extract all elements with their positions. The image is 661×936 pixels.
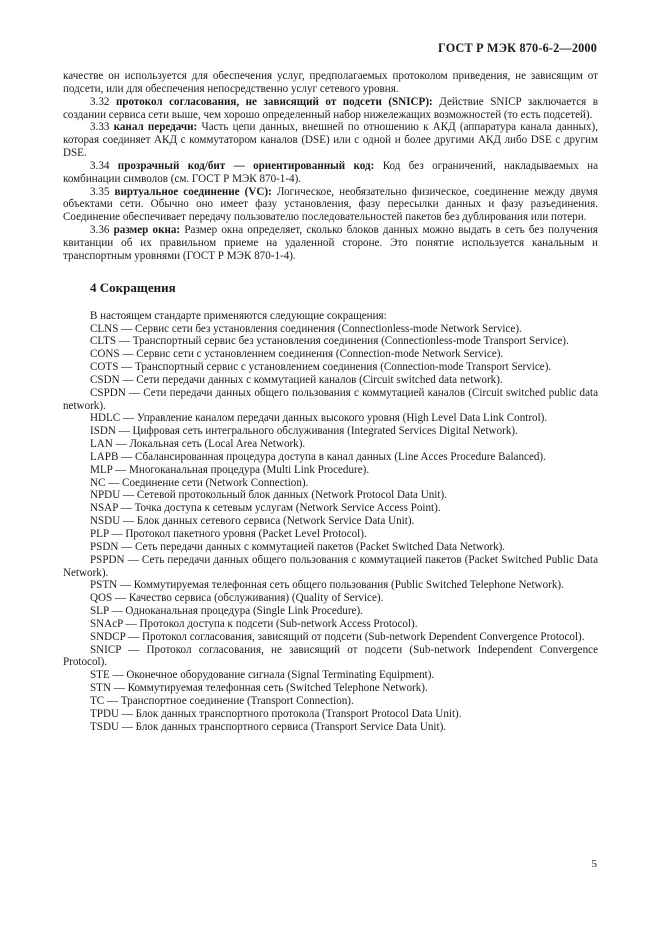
definition-text: Действие SNICP заключается в создании сервиса сети выше, чем хорошо определенный набор нижележащих возможностей (то есть подсетей).	[63, 95, 599, 121]
abbreviation-item: CONS — Сервис сети с установлением соединения (Connection-mode Network Service).	[90, 348, 504, 361]
definition-term: виртуальное соединение (VC):	[114, 185, 272, 198]
abbreviation-item: NPDU — Сетевой протокольный блок данных (Network Protocol Data Unit).	[90, 489, 447, 502]
abbreviation-item: TPDU — Блок данных транспортного протокола (Transport Protocol Data Unit).	[90, 707, 462, 720]
definition-term: канал передачи:	[113, 121, 198, 134]
abbreviation-item: NSDU — Блок данных сетевого сервиса (Network Service Data Unit).	[90, 515, 415, 528]
document-header: ГОСТ Р МЭК 870-6-2—2000	[438, 41, 597, 55]
abbreviation-item: PSDN — Сеть передачи данных с коммутацией пакетов (Packet Switched Data Network).	[90, 540, 506, 553]
abbreviation-item: STE — Оконечное оборудование сигнала (Signal Terminating Equipment).	[90, 669, 435, 682]
abbreviation-item: CLTS — Транспортный сервис без установления соединения (Connectionless-mode Transport Service).	[90, 335, 569, 348]
definition-3-34	[63, 160, 598, 186]
abbreviation-item: SLP — Одноканальная процедура (Single Link Procedure).	[90, 605, 363, 618]
definition-text: Часть цепи данных, внешней по отношению к АКД (аппаратура канала данных), которая соединяет АКД с коммутатором каналов (DSE) или с одной и более другими АКД либо DSE с другим DSE.	[63, 121, 599, 160]
abbreviation-item: PLP — Протокол пакетного уровня (Packet Level Protocol).	[90, 528, 367, 540]
definition-text: Размер окна определяет, сколько блоков данных можно выдать в сеть без получения квитанции об их правильном приеме на удаленной стороне. Это понятие используется канальным и транспортным уровнями (ГОСТ Р МЭК 870-1-4).	[63, 224, 598, 262]
abbreviation-item: QOS — Качество сервиса (обслуживания) (Quality of Service).	[90, 592, 384, 605]
abbreviation-item: SNDCP — Протокол согласования, зависящий от подсети (Sub-network Dependent Convergence Protocol).	[90, 630, 585, 643]
page-number: 5	[591, 858, 597, 870]
definition-term: протокол согласования, не зависящий от подсети (SNICP):	[115, 95, 433, 108]
definition-term: размер окна:	[113, 224, 181, 237]
definition-number: 3.34	[90, 159, 110, 172]
abbreviation-item: PSPDN — Сеть передачи данных общего пользования с коммутацией пакетов (Packet Switched Public Data Network).	[63, 553, 598, 579]
definition-3-32	[63, 96, 598, 122]
section-intro: В настоящем стандарте применяются следующие сокращения:	[90, 309, 387, 322]
abbreviation-item: STN — Коммутируемая телефонная сеть (Switched Telephone Network).	[90, 682, 428, 695]
abbreviation-item: CSDN — Сети передачи данных с коммутацией каналов (Circuit switched data network).	[90, 373, 503, 386]
definition-number: 3.35	[90, 185, 110, 198]
abbreviation-item: NC — Соединение сети (Network Connection).	[90, 476, 309, 489]
abbreviation-item: HDLC — Управление каналом передачи данных высокого уровня (High Level Data Link Control).	[90, 412, 548, 425]
abbreviation-item: TSDU — Блок данных транспортного сервиса (Transport Service Data Unit).	[90, 720, 447, 733]
definition-text: Логическое, необязательно физическое, соединение между двумя объектами сети. Обычно оно имеет фазу установления, фазу пересылки данных и фазу разъединения. Соединение обеспечивает передачу пользователю последовательностей пакетов без дублирования или потери.	[63, 185, 598, 224]
definition-3-35	[63, 186, 598, 225]
page-content	[63, 70, 598, 734]
definition-3-36	[63, 224, 598, 263]
abbreviation-item: MLP — Многоканальная процедура (Multi Link Procedure).	[90, 463, 370, 476]
abbreviation-item: SNICP — Протокол согласования, не зависящий от подсети (Sub-network Independent Convergence Protocol).	[63, 643, 598, 669]
abbreviation-item: NSAP — Точка доступа к сетевым услугам (Network Service Access Point).	[90, 502, 441, 515]
definition-text: Код без ограничений, накладываемых на комбинации символов (см. ГОСТ Р МЭК 870-1-4).	[63, 159, 598, 185]
abbreviation-item: SNAcP — Протокол доступа к подсети (Sub-network Access Protocol).	[90, 617, 418, 630]
abbreviation-item: CLNS — Сервис сети без установления соединения (Connectionless-mode Network Service).	[90, 322, 522, 335]
abbreviation-item: LAN — Локальная сеть (Local Area Network).	[90, 438, 306, 451]
abbreviation-item: TC — Транспортное соединение (Transport Connection).	[90, 694, 354, 707]
abbreviation-item: CSPDN — Сети передачи данных общего пользования с коммутацией каналов (Circuit switched public data network).	[63, 386, 598, 412]
definition-continuation	[63, 70, 598, 96]
abbreviation-item: COTS — Транспортный сервис с установлением соединения (Connection-mode Transport Service).	[90, 361, 552, 374]
abbreviation-item: ISDN — Цифровая сеть интегрального обслуживания (Integrated Services Digital Network).	[90, 425, 518, 438]
definition-number: 3.36	[90, 224, 110, 237]
definition-number: 3.32	[90, 95, 110, 108]
abbreviation-item: LAPB — Сбалансированная процедура доступа в канал данных (Line Acces Procedure Balanced).	[90, 450, 546, 463]
section-title: 4 Сокращения	[90, 279, 176, 295]
definition-term: прозрачный код/бит — ориентированный код:	[117, 159, 375, 172]
definition-text: качестве он используется для обеспечения услуг, предполагаемых протоколом приведения, не зависящим от подсети, или для обеспечения непосредственно услуг сетевого уровня.	[63, 70, 598, 95]
definition-number: 3.33	[90, 121, 110, 134]
definition-3-33	[63, 121, 598, 160]
abbreviation-item: PSTN — Коммутируемая телефонная сеть общего пользования (Public Switched Telephone Network).	[90, 579, 564, 592]
